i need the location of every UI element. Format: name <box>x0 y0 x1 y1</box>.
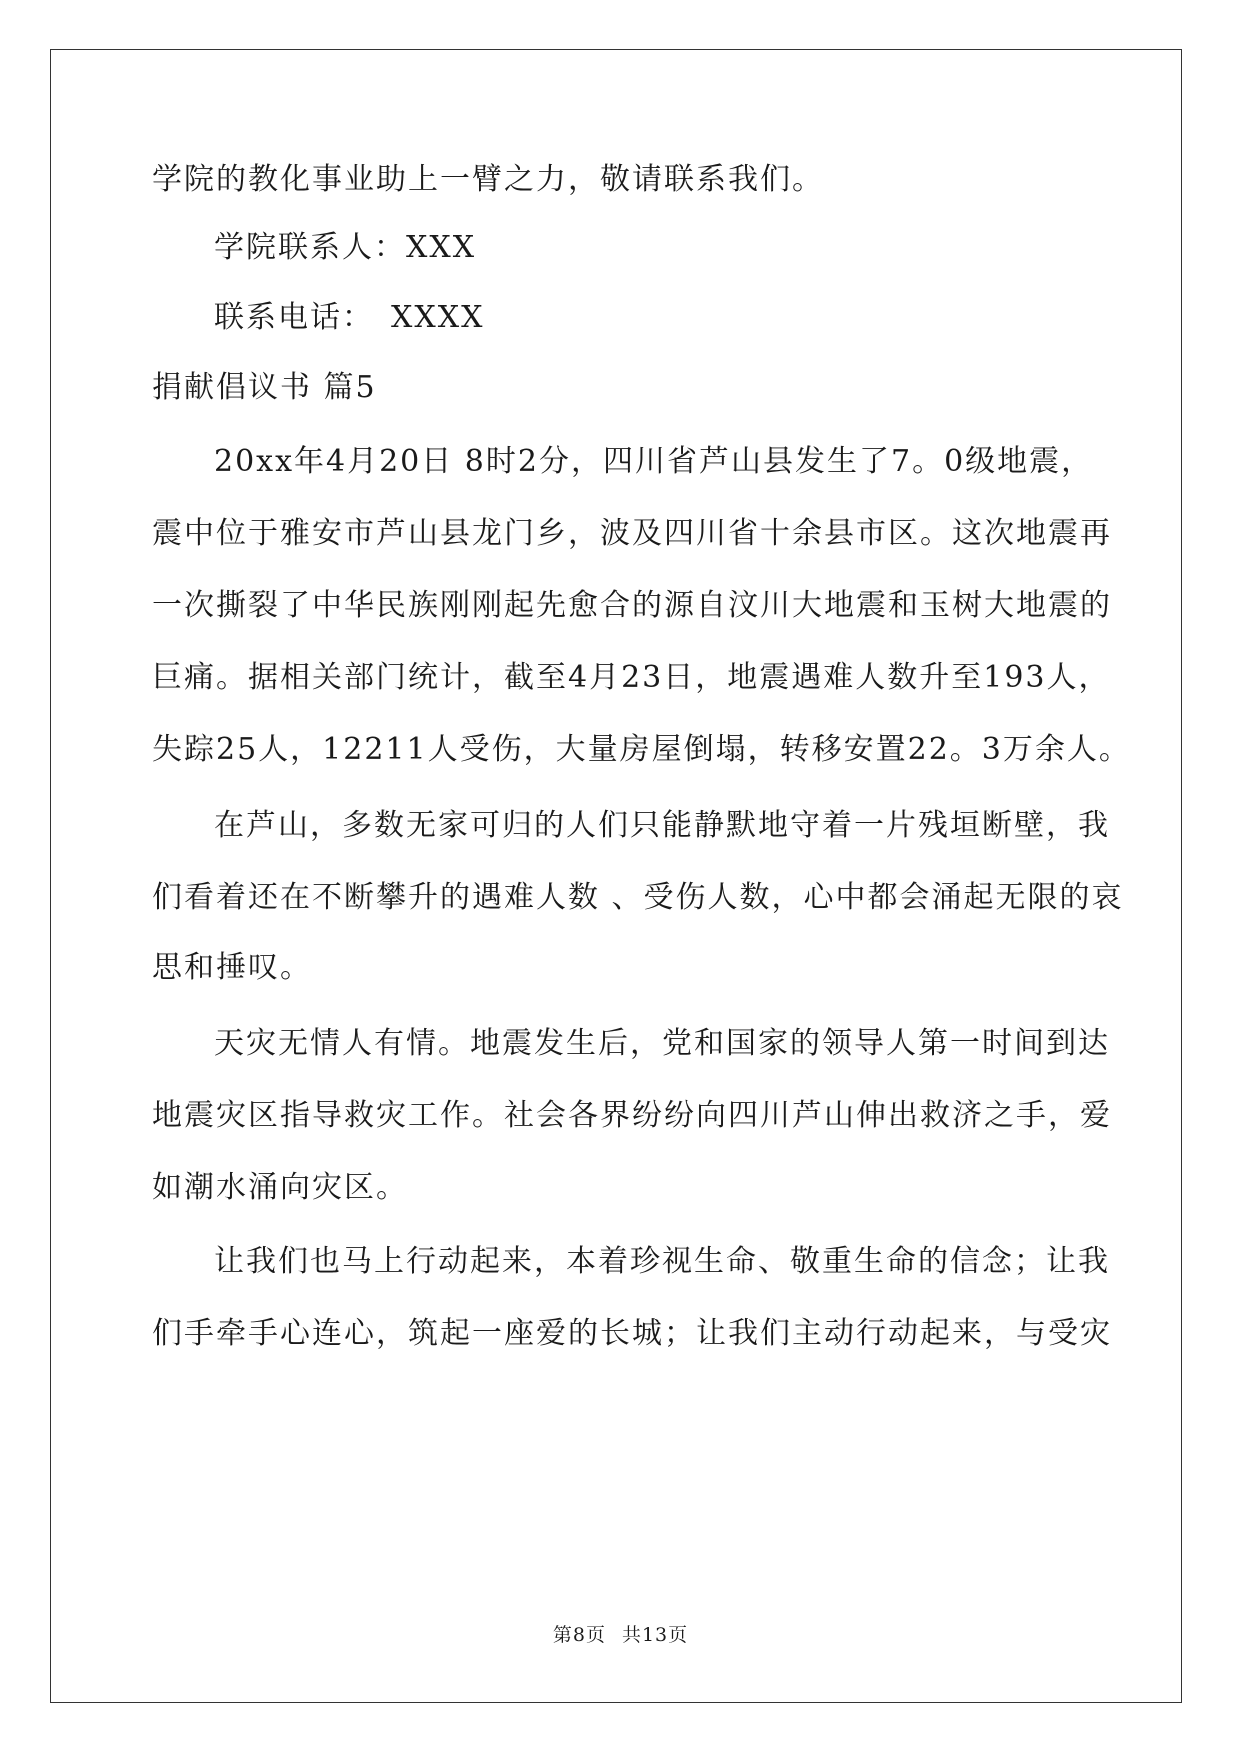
text-line: 让我们也马上行动起来，本着珍视生命、敬重生命的信念；让我 <box>214 1244 1110 1279</box>
text-line: 巨痛。据相关部门统计，截至4月23日，地震遇难人数升至193人， <box>152 660 1111 695</box>
page-number: 第8页 <box>552 1624 606 1646</box>
text-line: 思和捶叹。 <box>152 950 312 985</box>
text-line: 学院的教化事业助上一臂之力，敬请联系我们。 <box>152 162 824 197</box>
text-line: 震中位于雅安市芦山县龙门乡，波及四川省十余县市区。这次地震再 <box>152 516 1112 551</box>
page-total: 共13页 <box>621 1624 689 1646</box>
text-line: 失踪25人，12211人受伤，大量房屋倒塌，转移安置22。3万余人。 <box>152 732 1131 767</box>
text-line: 们看着还在不断攀升的遇难人数 、受伤人数，心中都会涌起无限的哀 <box>152 880 1124 915</box>
page-footer <box>0 1620 1241 1647</box>
contact-person-line: 学院联系人：XXX <box>214 230 477 265</box>
text-line: 地震灾区指导救灾工作。社会各界纷纷向四川芦山伸出救济之手，爱 <box>152 1098 1112 1133</box>
section-heading: 捐献倡议书 篇5 <box>152 370 377 405</box>
contact-phone-line: 联系电话： XXXX <box>214 300 485 335</box>
text-line: 天灾无情人有情。地震发生后，党和国家的领导人第一时间到达 <box>214 1026 1110 1061</box>
text-line: 如潮水涌向灾区。 <box>152 1170 408 1205</box>
text-line: 一次撕裂了中华民族刚刚起先愈合的源自汶川大地震和玉树大地震的 <box>152 588 1112 623</box>
text-line: 在芦山，多数无家可归的人们只能静默地守着一片残垣断壁，我 <box>214 808 1110 843</box>
text-line: 们手牵手心连心，筑起一座爱的长城；让我们主动行动起来，与受灾 <box>152 1316 1112 1351</box>
text-line: 20xx年4月20日 8时2分，四川省芦山县发生了7。0级地震， <box>214 444 1094 479</box>
